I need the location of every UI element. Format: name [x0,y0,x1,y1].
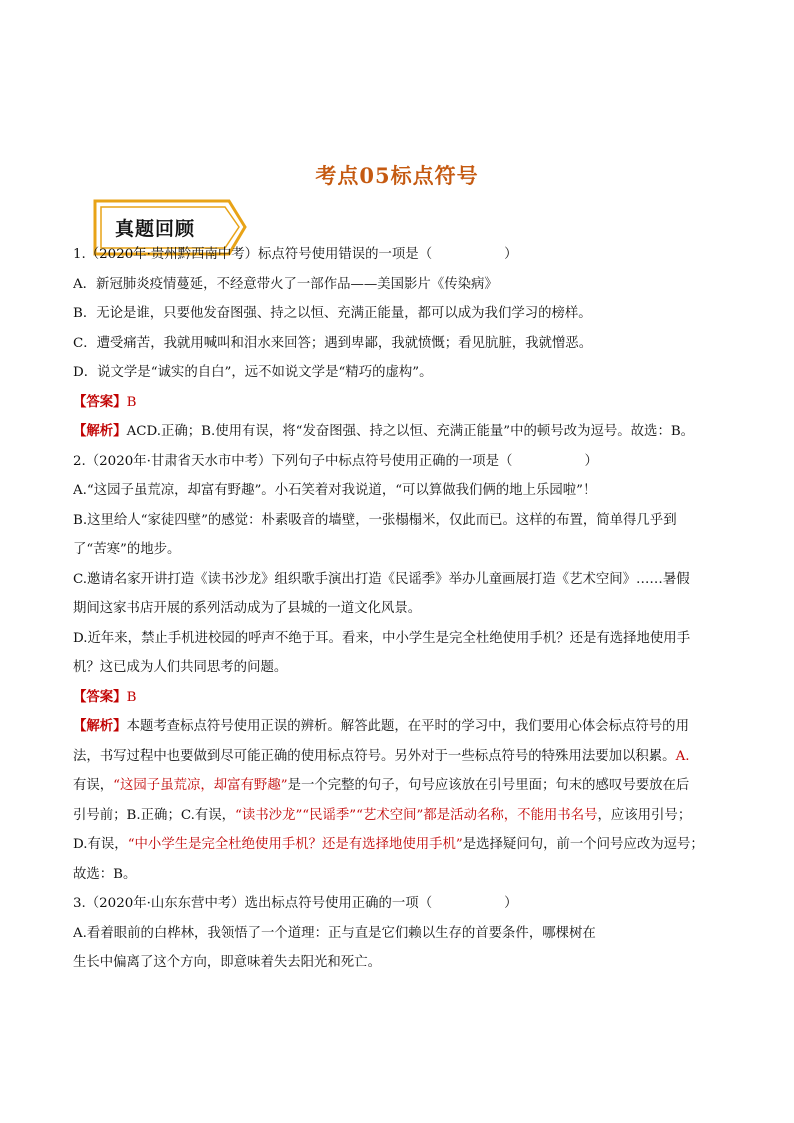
q1-analysis: 【解析】ACD.正确；B.使用有误，将“发奋图强、持之以恒、充满正能量”中的顿号改为逗号。故选：B。 [73,423,695,439]
q2-option-c-line1: C.邀请名家开讲打造《读书沙龙》组织歌手演出打造《民谣季》举办儿童画展打造《艺术空间》……暑假 [73,571,690,587]
banner-label: 真题回顾 [115,218,196,240]
q2-answer: 【答案】B [73,688,137,705]
page-title: 考点05标点符号 [315,163,479,188]
q2-analysis-line5: D.有误，“中小学生是完全杜绝使用手机？还是有选择地使用手机”是选择疑问句，前一个问号应改为逗号； [73,837,704,852]
q1-option-a: A．新冠肺炎疫情蔓延，不经意带火了一部作品——美国影片《传染病》 [73,276,498,292]
q2-analysis-line4: 引号前；B.正确；C.有误，“读书沙龙”“民谣季”“艺术空间”都是活动名称，不能用书名号，应该用引号； [73,807,692,823]
q3-stem: 3.（2020年·山东东营中考）选出标点符号使用正确的一项（ ） [73,896,518,911]
q2-analysis-line1: 【解析】本题考查标点符号使用正误的辨析。解答此题，在平时的学习中，我们要用心体会标点符号的用 [73,718,689,734]
q2-analysis-line3: 有误，“这园子虽荒凉，却富有野趣”是一个完整的句子，句号应该放在引号里面；句末的感叹号要放在后 [73,778,690,793]
q2-option-b-line2: 了“苦寒”的地步。 [73,542,181,557]
q3-option-a-line2: 生长中偏离了这个方向，即意味着失去阳光和死亡。 [73,955,381,970]
q3-option-a-line1: A.看着眼前的白桦林，我领悟了一个道理：正与直是它们赖以生存的首要条件，哪棵树在 [73,925,596,941]
q2-option-d-line1: D.近年来，禁止手机进校园的呼声不绝于耳。看来，中小学生是完全杜绝使用手机？还是有选择地使用手 [73,630,691,646]
q1-option-b: B．无论是谁，只要他发奋图强、持之以恒、充满正能量，都可以成为我们学习的榜样。 [73,306,592,321]
q1-option-c: C．遭受痛苦，我就用喊叫和泪水来回答；遇到卑鄙，我就愤慨；看见肮脏，我就憎恶。 [73,335,593,351]
q2-option-d-line2: 机？这已成为人们共同思考的问题。 [73,660,288,675]
q2-analysis-line6: 故选：B。 [73,866,137,882]
q1-option-d: D．说文学是“诚实的自白”，远不如说文学是“精巧的虚构”。 [73,365,433,380]
question-content [73,240,723,978]
q2-analysis-line2: 法，书写过程中也要做到尽可能正确的使用标点符号。另外对于一些标点符号的特殊用法要加以积累。A. [73,748,690,764]
q1-answer: 【答案】B [73,393,137,410]
q2-stem: 2.（2020年·甘肃省天水市中考）下列句子中标点符号使用正确的一项是（ ） [73,453,598,469]
q2-option-a: A.“这园子虽荒凉，却富有野趣”。小石笑着对我说道，“可以算做我们俩的地上乐园啦”！ [73,483,597,498]
q2-option-b-line1: B.这里给人“家徒四壁”的感觉：朴素吸音的墙壁，一张榻榻米，仅此而已。这样的布置，简单得几乎到 [73,512,677,528]
q1-stem: 1.（2020年·贵州黔西南中考）标点符号使用错误的一项是（ ） [73,247,518,262]
q2-option-c-line2: 期间这家书店开展的系列活动成为了县城的一道文化风景。 [73,601,422,616]
